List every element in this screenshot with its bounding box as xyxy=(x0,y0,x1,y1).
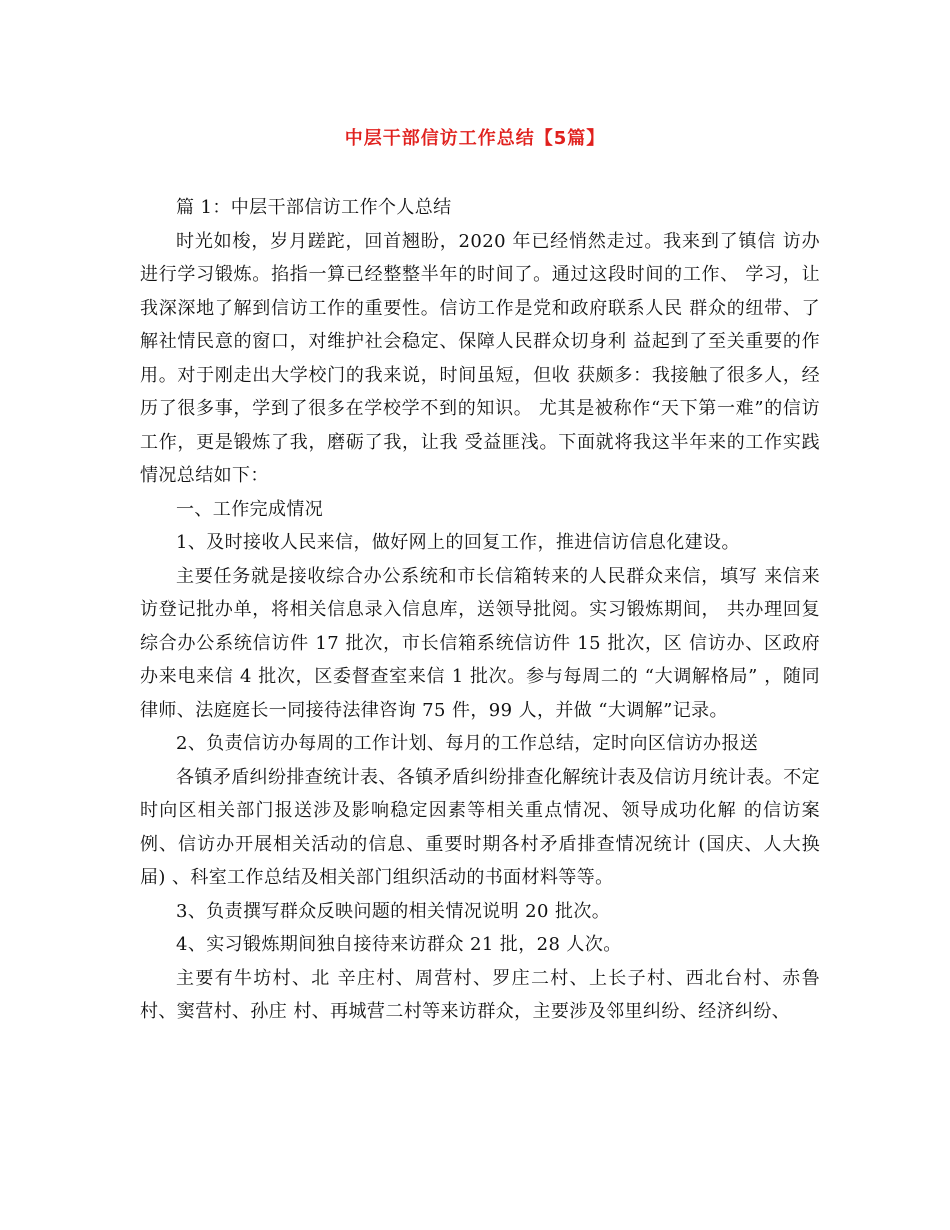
paragraph-item-1: 1、及时接收人民来信，做好网上的回复工作，推进信访信息化建设。 xyxy=(176,532,740,553)
paragraph-item-2-detail: 各镇矛盾纠纷排查统计表、各镇矛盾纠纷排查化解统计表及信访月统计表。不定时向区相关部门报送涉及影响稳定因素等相关重点情况、领导成功化解 的信访案例、信访办开展相关活动的信息、重要时期各村矛盾排查情况统计 (国庆、人大换届) 、科室工作总结及相关部门组织活动的书面材料等等。 xyxy=(140,766,820,888)
document-body xyxy=(140,191,820,1029)
paragraph-intro: 时光如梭，岁月蹉跎，回首翘盼，2020 年已经悄然走过。我来到了镇信 访办进行学习锻炼。掐指一算已经整整半年的时间了。通过这段时间的工作、 学习，让我深深地了解到信访工作的重要性。信访工作是党和政府联系人民 群众的纽带、了解社情民意的窗口，对维护社会稳定、保障人民群众切身利 益起到了至关重要的作用。对于刚走出大学校门的我来说，时间虽短，但收 获颇多：我接触了很多人，经历了很多事，学到了很多在学校学不到的知识。 尤其是被称作“天下第一难”的信访工作，更是锻炼了我，磨砺了我，让我 受益匪浅。下面就将我这半年来的工作实践情况总结如下： xyxy=(140,230,820,486)
paragraph-item-3: 3、负责撰写群众反映问题的相关情况说明 20 批次。 xyxy=(176,900,611,922)
paragraph-item-4: 4、实习锻炼期间独自接待来访群众 21 批，28 人次。 xyxy=(176,934,622,955)
section-heading-work-completion: 一、工作完成情况 xyxy=(176,498,324,520)
section-heading-article-1: 篇 1：中层干部信访工作个人总结 xyxy=(176,197,452,218)
document-title: 中层干部信访工作总结【5篇】 xyxy=(344,128,606,149)
paragraph-item-1-detail: 主要任务就是接收综合办公系统和市长信箱转来的人民群众来信，填写 来信来访登记批办单，将相关信息录入信息库，送领导批阅。实习锻炼期间， 共办理回复综合办公系统信访件 17 批次，市长信箱系统信访件 15 批次，区 信访办、区政府办来电来信 4 批次，区委督查室来信 1 批次。参与每周二的 “大调解格局” ，随同律师、法庭庭长一同接待法律咨询 75 件，99 人，并做 “大调解”记录。 xyxy=(140,565,820,721)
paragraph-item-2: 2、负责信访办每周的工作计划、每月的工作总结，定时向区信访办报送 xyxy=(176,733,759,754)
paragraph-item-4-detail: 主要有牛坊村、北 辛庄村、周营村、罗庄二村、上长子村、西北台村、赤鲁村、窦营村、孙庄 村、再城营二村等来访群众，主要涉及邻里纠纷、经济纠纷、 xyxy=(140,967,820,1022)
